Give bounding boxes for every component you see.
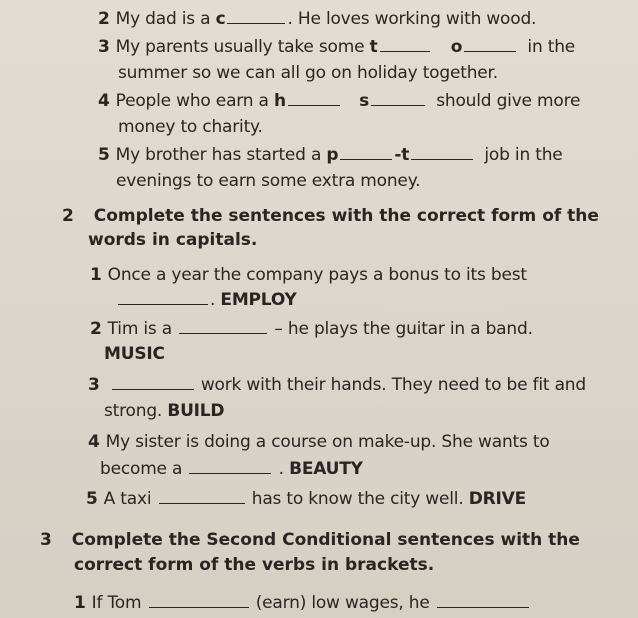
- s2-item-4-cont: become a . BEAUTY: [100, 459, 363, 479]
- section-3-heading: 3 Complete the Second Conditional sentences with the: [40, 530, 580, 550]
- s1-item-4: 4 People who earn a h s should give more: [98, 91, 581, 111]
- s2-item-2: 2 Tim is a – he plays the guitar in a band.: [90, 319, 533, 339]
- s2-item-1: 1 Once a year the company pays a bonus to its best: [90, 265, 527, 285]
- s2-item-2-word: MUSIC: [104, 344, 165, 364]
- s1-item-3-cont: summer so we can all go on holiday together.: [118, 63, 498, 83]
- s2-item-5: 5 A taxi has to know the city well. DRIVE: [86, 489, 527, 509]
- blank[interactable]: [464, 37, 516, 52]
- section-2-heading: 2 Complete the sentences with the correct form of the: [62, 206, 599, 226]
- blank[interactable]: [179, 319, 267, 334]
- blank[interactable]: [340, 145, 392, 160]
- s2-item-3: 3 work with their hands. They need to be fit and: [88, 375, 586, 395]
- blank[interactable]: [288, 91, 340, 106]
- section-2-heading-cont: words in capitals.: [88, 230, 258, 250]
- s2-item-4: 4 My sister is doing a course on make-up. She wants to: [88, 432, 550, 452]
- blank[interactable]: [149, 593, 249, 608]
- section-3-heading-cont: correct form of the verbs in brackets.: [74, 555, 435, 575]
- s1-item-5-cont: evenings to earn some extra money.: [116, 171, 421, 191]
- s1-item-2: 2 My dad is a c . He loves working with wood.: [98, 9, 537, 29]
- blank[interactable]: [437, 593, 529, 608]
- blank[interactable]: [371, 91, 425, 106]
- blank[interactable]: [118, 290, 208, 305]
- blank[interactable]: [159, 489, 245, 504]
- blank[interactable]: [380, 37, 430, 52]
- s2-item-3-cont: strong. BUILD: [104, 401, 225, 421]
- blank[interactable]: [227, 9, 285, 24]
- s2-item-1-cont: . EMPLOY: [116, 289, 297, 311]
- s3-item-1: 1 If Tom (earn) low wages, he: [74, 592, 531, 614]
- s1-item-5: 5 My brother has started a p -t job in the: [98, 145, 563, 165]
- s1-item-4-cont: money to charity.: [118, 117, 263, 137]
- s1-item-3: 3 My parents usually take some t o in the: [98, 37, 576, 57]
- blank[interactable]: [189, 459, 271, 474]
- blank[interactable]: [411, 145, 473, 160]
- blank[interactable]: [112, 375, 194, 390]
